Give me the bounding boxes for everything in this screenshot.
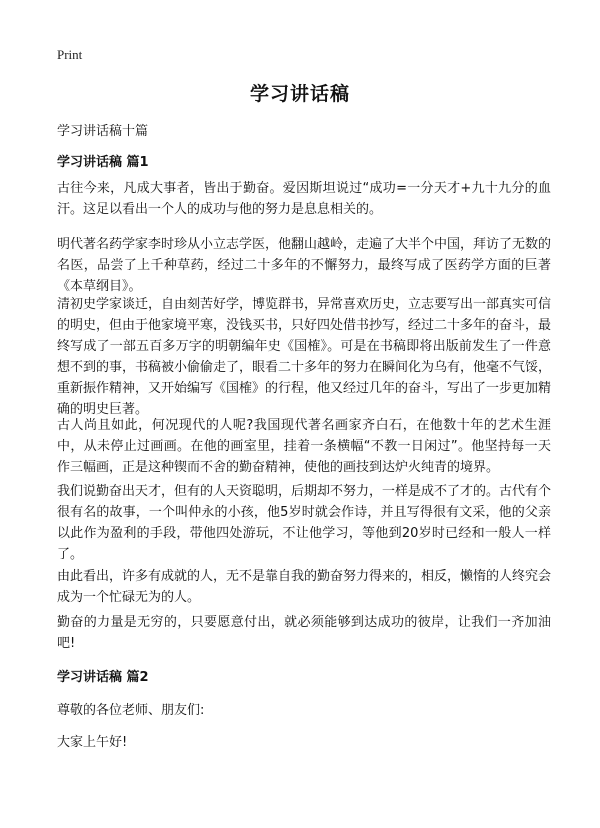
section-heading-1: 学习讲话稿 篇1 [57, 155, 149, 170]
opening-line: 大家上午好! [57, 735, 128, 750]
paragraph-6: 由此看出，许多有成就的人，无不是靠自我的勤奋努力得来的，相反，懒惰的人终究会成为一个忙碌无为的人。 [57, 569, 552, 605]
page-title: 学习讲话稿 [249, 83, 350, 105]
paragraph-7: 勤奋的力量是无穷的，只要愿意付出，就必须能够到达成功的彼岸，让我们一齐加油吧! [57, 615, 551, 651]
paragraph-2: 明代著名药学家李时珍从小立志学医，他翻山越岭，走遍了大半个中国，拜访了无数的名医，品尝了上千种草药，经过二十多年的不懈努力，最终写成了医药学方面的巨著《本草纲目》。 [57, 237, 552, 294]
paragraph-1: 古往今来，凡成大事者，皆出于勤奋。爱因斯坦说过“成功=一分天才+九十九分的血汗。这足以看出一个人的成功与他的努力是息息相关的。 [57, 181, 551, 217]
greeting-line: 尊敬的各位老师、朋友们: [57, 703, 205, 718]
print-link[interactable]: Print [57, 47, 83, 62]
paragraph-4: 古人尚且如此，何况现代的人呢?我国现代著名画家齐白石，在他数十年的艺术生涯中，从未停止过画画。在他的画室里，挂着一条横幅“不教一日闲过”。他坚持每一天作三幅画，正是这种锲而不舍的勤奋精神，使他的画技到达炉火纯青的境界。 [57, 418, 551, 475]
paragraph-5: 我们说勤奋出天才，但有的人天资聪明，后期却不努力，一样是成不了才的。古代有个很有名的故事，一个叫仲永的小孩，他5岁时就会作诗，并且写得很有文采，他的父亲以此作为盈利的手段，带他四处游玩，不让他学习，等他到20岁时已经和一般人一样了。 [57, 484, 552, 562]
document-subtitle: 学习讲话稿十篇 [57, 124, 149, 139]
paragraph-3: 清初史学家谈迁，自由刻苦好学，博览群书，异常喜欢历史，立志要写出一部真实可信的明史，但由于他家境平寒，没钱买书，只好四处借书抄写，经过二十多年的奋斗，最终写成了一部五百多万字的明朝编年史《国榷》。可是在书稿即将出版前发生了一件意想不到的事，书稿被小偷偷走了，眼看二十多年的努力在瞬间化为乌有，他毫不气馁，重新振作精神，又开始编写《国榷》的行程，他又经过几年的奋斗，写出了一步更加精确的明史巨著。 [57, 297, 552, 417]
section-heading-2: 学习讲话稿 篇2 [57, 670, 149, 685]
